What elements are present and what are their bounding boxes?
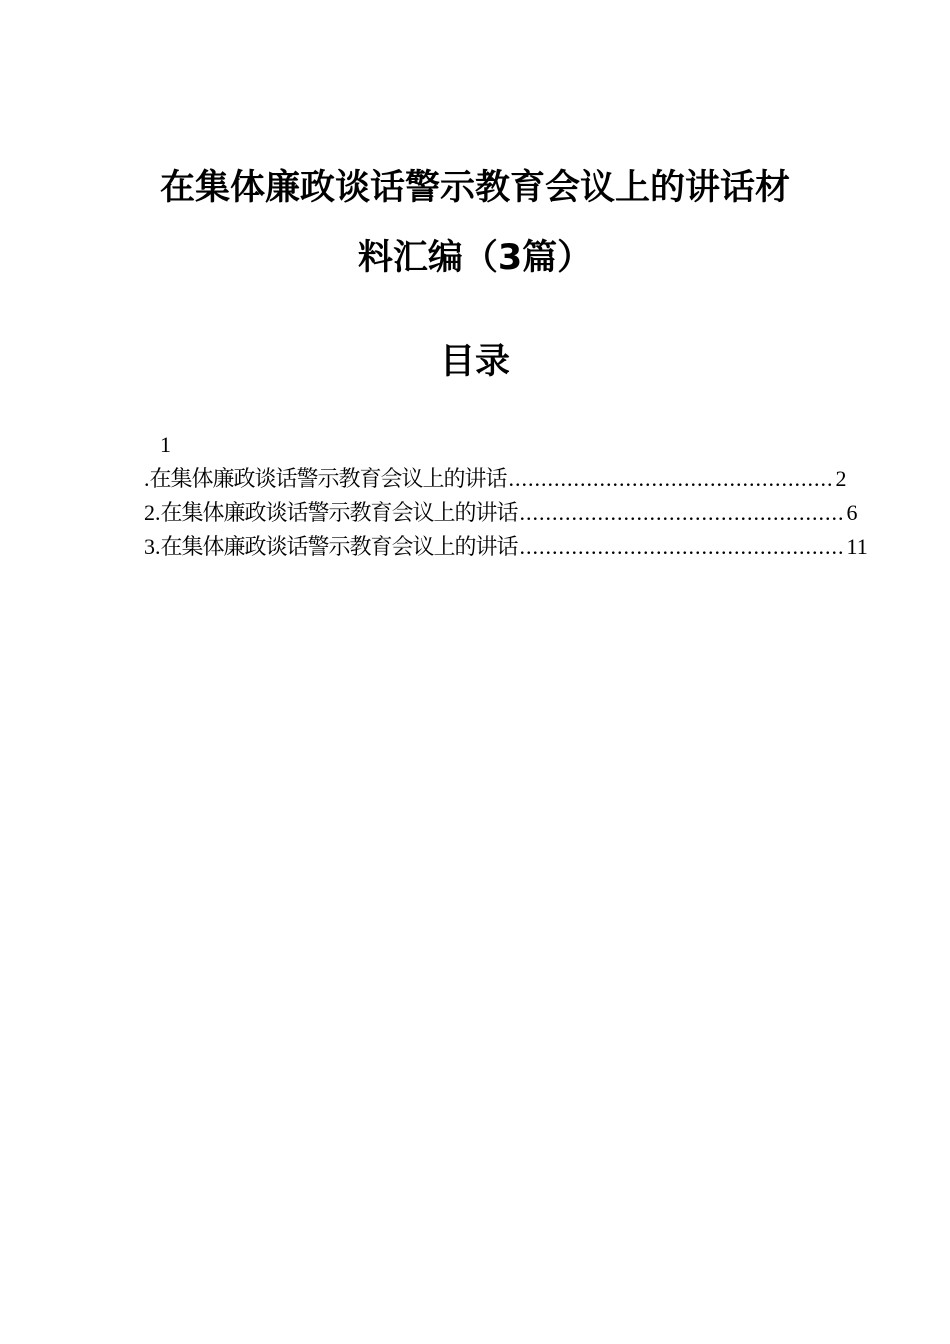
toc-page-number: 11 [846, 534, 868, 559]
toc-entry-text: 在集体廉政谈话警示教育会议上的讲话 [160, 501, 518, 526]
toc-entry-1[interactable] [144, 462, 847, 496]
document-title-line-2: 料汇编（3篇） [357, 238, 593, 278]
table-of-contents [144, 430, 868, 564]
toc-dot-leader: .................................................. [508, 466, 834, 491]
toc-heading: 目录 [439, 342, 510, 382]
document-title-line-1: 在集体廉政谈话警示教育会议上的讲话材 [159, 168, 790, 208]
toc-entry-text: 在集体廉政谈话警示教育会议上的讲话 [149, 467, 507, 492]
toc-page-number: 6 [846, 500, 858, 525]
toc-entry-2[interactable] [144, 496, 858, 530]
toc-entry-text: 在集体廉政谈话警示教育会议上的讲话 [160, 535, 518, 560]
toc-page-number: 2 [835, 466, 847, 491]
toc-dot-leader: .................................................. [519, 500, 845, 525]
toc-entry-3[interactable] [144, 530, 868, 564]
toc-dot-leader: .................................................. [519, 534, 845, 559]
toc-entry-number: 3. [144, 534, 161, 559]
toc-entry-number: 2. [144, 500, 161, 525]
toc-entry-number: . [144, 466, 150, 491]
toc-entry-1-number: 1 [160, 432, 171, 457]
